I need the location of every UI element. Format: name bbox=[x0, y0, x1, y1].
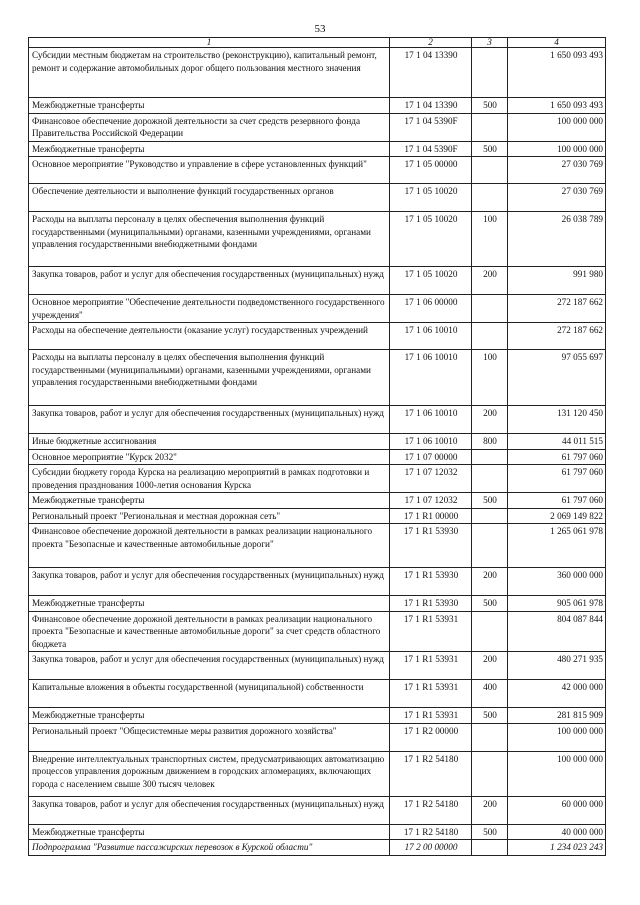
row-vr-cell bbox=[472, 508, 508, 524]
row-vr-cell bbox=[472, 723, 508, 751]
row-amount-cell: 42 000 000 bbox=[508, 680, 606, 708]
row-name-cell: Внедрение интеллектуальных транспортных систем, предусматривающих автоматизацию процессов управления дорожным движением в городских агломерациях, включающих города с населением свыше 300 тысяч человек bbox=[29, 751, 390, 796]
row-code-cell: 17 1 05 00000 bbox=[390, 157, 472, 184]
table-row bbox=[29, 680, 606, 708]
row-amount-cell: 61 797 060 bbox=[508, 493, 606, 509]
table-header-row bbox=[29, 38, 606, 48]
row-vr-cell bbox=[472, 48, 508, 98]
row-code-cell: 17 1 R1 53930 bbox=[390, 524, 472, 568]
column-header-4: 4 bbox=[508, 38, 606, 48]
table-row bbox=[29, 493, 606, 509]
table-row bbox=[29, 434, 606, 450]
row-name-cell: Межбюджетные трансферты bbox=[29, 141, 390, 157]
table-row bbox=[29, 824, 606, 840]
row-code-cell: 17 1 R2 54180 bbox=[390, 824, 472, 840]
table-row bbox=[29, 157, 606, 184]
row-amount-cell: 131 120 450 bbox=[508, 406, 606, 434]
row-vr-cell: 200 bbox=[472, 796, 508, 824]
row-name-cell: Закупка товаров, работ и услуг для обеспечения государственных (муниципальных) нужд bbox=[29, 406, 390, 434]
row-amount-cell: 27 030 769 bbox=[508, 184, 606, 212]
table-row bbox=[29, 596, 606, 612]
row-vr-cell bbox=[472, 295, 508, 323]
row-name-cell: Закупка товаров, работ и услуг для обеспечения государственных (муниципальных) нужд bbox=[29, 568, 390, 596]
row-name-cell: Финансовое обеспечение дорожной деятельности в рамках реализации национального проекта "Безопасные и качественные автомобильные дороги" за счет средств областного бюджета bbox=[29, 611, 390, 652]
row-amount-cell: 905 061 978 bbox=[508, 596, 606, 612]
row-code-cell: 17 1 07 12032 bbox=[390, 493, 472, 509]
row-amount-cell: 281 815 909 bbox=[508, 708, 606, 724]
row-vr-cell bbox=[472, 524, 508, 568]
row-name-cell: Закупка товаров, работ и услуг для обеспечения государственных (муниципальных) нужд bbox=[29, 796, 390, 824]
table-row bbox=[29, 184, 606, 212]
table-row bbox=[29, 48, 606, 98]
row-name-cell: Субсидии местным бюджетам на строительство (реконструкцию), капитальный ремонт, ремонт и содержание автомобильных дорог общего пользования местного значения bbox=[29, 48, 390, 98]
row-amount-cell: 1 650 093 493 bbox=[508, 98, 606, 114]
row-amount-cell: 360 000 000 bbox=[508, 568, 606, 596]
row-code-cell: 17 1 R1 53931 bbox=[390, 652, 472, 680]
row-name-cell: Финансовое обеспечение дорожной деятельности за счет средств резервного фонда Правительства Российской Федерации bbox=[29, 113, 390, 141]
row-name-cell: Субсидии бюджету города Курска на реализацию мероприятий в рамках подготовки и проведения празднования 1000-летия основания Курска bbox=[29, 465, 390, 493]
table-row bbox=[29, 568, 606, 596]
row-vr-cell: 500 bbox=[472, 596, 508, 612]
row-name-cell: Закупка товаров, работ и услуг для обеспечения государственных (муниципальных) нужд bbox=[29, 652, 390, 680]
row-vr-cell: 200 bbox=[472, 267, 508, 295]
table-row bbox=[29, 796, 606, 824]
row-name-cell: Расходы на выплаты персоналу в целях обеспечения выполнения функций государственными (муниципальными) органами, казенными учреждениями, органами управления государственными внебюджетными фондами bbox=[29, 212, 390, 267]
row-vr-cell: 500 bbox=[472, 824, 508, 840]
row-amount-cell: 100 000 000 bbox=[508, 723, 606, 751]
row-amount-cell: 991 980 bbox=[508, 267, 606, 295]
row-code-cell: 17 1 05 10020 bbox=[390, 184, 472, 212]
row-vr-cell bbox=[472, 449, 508, 465]
row-name-cell: Иные бюджетные ассигнования bbox=[29, 434, 390, 450]
row-amount-cell: 61 797 060 bbox=[508, 465, 606, 493]
table-row bbox=[29, 465, 606, 493]
table-row bbox=[29, 611, 606, 652]
row-amount-cell: 2 069 149 822 bbox=[508, 508, 606, 524]
row-code-cell: 17 1 06 00000 bbox=[390, 295, 472, 323]
table-row bbox=[29, 350, 606, 406]
table-row bbox=[29, 723, 606, 751]
column-header-3: 3 bbox=[472, 38, 508, 48]
row-name-cell: Основное мероприятие "Обеспечение деятельности подведомственного государственного учреждения" bbox=[29, 295, 390, 323]
row-amount-cell: 40 000 000 bbox=[508, 824, 606, 840]
row-vr-cell: 500 bbox=[472, 708, 508, 724]
row-code-cell: 17 1 04 5390F bbox=[390, 141, 472, 157]
row-name-cell: Финансовое обеспечение дорожной деятельности в рамках реализации национального проекта "Безопасные и качественные автомобильные дороги" bbox=[29, 524, 390, 568]
row-code-cell: 17 1 R2 00000 bbox=[390, 723, 472, 751]
column-header-1: 1 bbox=[29, 38, 390, 48]
row-code-cell: 17 1 R1 00000 bbox=[390, 508, 472, 524]
table-row bbox=[29, 508, 606, 524]
row-vr-cell: 100 bbox=[472, 350, 508, 406]
row-name-cell: Межбюджетные трансферты bbox=[29, 708, 390, 724]
table-row bbox=[29, 840, 606, 856]
table-row bbox=[29, 751, 606, 796]
row-code-cell: 17 1 07 00000 bbox=[390, 449, 472, 465]
row-amount-cell: 272 187 662 bbox=[508, 295, 606, 323]
row-vr-cell: 100 bbox=[472, 212, 508, 267]
table-row bbox=[29, 98, 606, 114]
row-vr-cell bbox=[472, 465, 508, 493]
row-name-cell: Капитальные вложения в объекты государственной (муниципальной) собственности bbox=[29, 680, 390, 708]
row-vr-cell: 400 bbox=[472, 680, 508, 708]
row-amount-cell: 804 087 844 bbox=[508, 611, 606, 652]
row-amount-cell: 61 797 060 bbox=[508, 449, 606, 465]
row-code-cell: 17 1 04 13390 bbox=[390, 98, 472, 114]
table-row bbox=[29, 267, 606, 295]
table-row bbox=[29, 652, 606, 680]
row-vr-cell: 200 bbox=[472, 652, 508, 680]
row-amount-cell: 100 000 000 bbox=[508, 751, 606, 796]
column-header-2: 2 bbox=[390, 38, 472, 48]
row-vr-cell bbox=[472, 157, 508, 184]
row-amount-cell: 97 055 697 bbox=[508, 350, 606, 406]
table-row bbox=[29, 524, 606, 568]
table-row bbox=[29, 141, 606, 157]
table-row bbox=[29, 708, 606, 724]
row-name-cell: Обеспечение деятельности и выполнение функций государственных органов bbox=[29, 184, 390, 212]
row-amount-cell: 27 030 769 bbox=[508, 157, 606, 184]
row-vr-cell bbox=[472, 323, 508, 350]
row-code-cell: 17 1 06 10010 bbox=[390, 406, 472, 434]
row-name-cell: Подпрограмма "Развитие пассажирских перевозок в Курской области" bbox=[29, 840, 390, 856]
row-code-cell: 17 1 R1 53930 bbox=[390, 596, 472, 612]
page-number: 53 bbox=[314, 23, 326, 35]
row-code-cell: 17 1 R2 54180 bbox=[390, 751, 472, 796]
row-code-cell: 17 1 06 10010 bbox=[390, 323, 472, 350]
budget-table bbox=[28, 37, 606, 856]
row-code-cell: 17 1 04 5390F bbox=[390, 113, 472, 141]
row-code-cell: 17 1 06 10010 bbox=[390, 350, 472, 406]
row-vr-cell bbox=[472, 751, 508, 796]
row-amount-cell: 272 187 662 bbox=[508, 323, 606, 350]
row-code-cell: 17 1 R1 53930 bbox=[390, 568, 472, 596]
row-amount-cell: 100 000 000 bbox=[508, 141, 606, 157]
row-vr-cell: 200 bbox=[472, 406, 508, 434]
row-vr-cell bbox=[472, 113, 508, 141]
row-name-cell: Межбюджетные трансферты bbox=[29, 824, 390, 840]
row-name-cell: Региональный проект "Общесистемные меры развития дорожного хозяйства" bbox=[29, 723, 390, 751]
row-name-cell: Основное мероприятие "Руководство и управление в сфере установленных функций" bbox=[29, 157, 390, 184]
row-name-cell: Межбюджетные трансферты bbox=[29, 596, 390, 612]
row-vr-cell bbox=[472, 611, 508, 652]
row-vr-cell: 800 bbox=[472, 434, 508, 450]
row-amount-cell: 44 011 515 bbox=[508, 434, 606, 450]
table-row bbox=[29, 406, 606, 434]
table-row bbox=[29, 113, 606, 141]
table-row bbox=[29, 295, 606, 323]
row-vr-cell: 200 bbox=[472, 568, 508, 596]
row-code-cell: 17 1 R1 53931 bbox=[390, 680, 472, 708]
row-name-cell: Межбюджетные трансферты bbox=[29, 98, 390, 114]
row-vr-cell: 500 bbox=[472, 98, 508, 114]
row-code-cell: 17 1 07 12032 bbox=[390, 465, 472, 493]
row-name-cell: Расходы на выплаты персоналу в целях обеспечения выполнения функций государственными (муниципальными) органами, казенными учреждениями, органами управления государственными внебюджетными фондами bbox=[29, 350, 390, 406]
row-amount-cell: 1 265 061 978 bbox=[508, 524, 606, 568]
table-row bbox=[29, 323, 606, 350]
row-vr-cell bbox=[472, 840, 508, 856]
row-name-cell: Расходы на обеспечение деятельности (оказание услуг) государственных учреждений bbox=[29, 323, 390, 350]
table-row bbox=[29, 212, 606, 267]
row-code-cell: 17 1 R1 53931 bbox=[390, 708, 472, 724]
row-name-cell: Закупка товаров, работ и услуг для обеспечения государственных (муниципальных) нужд bbox=[29, 267, 390, 295]
table-row bbox=[29, 449, 606, 465]
row-vr-cell bbox=[472, 184, 508, 212]
row-amount-cell: 1 234 023 243 bbox=[508, 840, 606, 856]
row-code-cell: 17 1 04 13390 bbox=[390, 48, 472, 98]
row-code-cell: 17 1 06 10010 bbox=[390, 434, 472, 450]
row-code-cell: 17 1 05 10020 bbox=[390, 212, 472, 267]
row-vr-cell: 500 bbox=[472, 141, 508, 157]
row-code-cell: 17 1 R2 54180 bbox=[390, 796, 472, 824]
row-code-cell: 17 1 05 10020 bbox=[390, 267, 472, 295]
row-name-cell: Основное мероприятие "Курск 2032" bbox=[29, 449, 390, 465]
row-name-cell: Региональный проект "Региональная и местная дорожная сеть" bbox=[29, 508, 390, 524]
row-amount-cell: 100 000 000 bbox=[508, 113, 606, 141]
row-amount-cell: 26 038 789 bbox=[508, 212, 606, 267]
row-amount-cell: 1 650 093 493 bbox=[508, 48, 606, 98]
row-code-cell: 17 1 R1 53931 bbox=[390, 611, 472, 652]
row-amount-cell: 60 000 000 bbox=[508, 796, 606, 824]
row-code-cell: 17 2 00 00000 bbox=[390, 840, 472, 856]
row-name-cell: Межбюджетные трансферты bbox=[29, 493, 390, 509]
row-vr-cell: 500 bbox=[472, 493, 508, 509]
row-amount-cell: 480 271 935 bbox=[508, 652, 606, 680]
